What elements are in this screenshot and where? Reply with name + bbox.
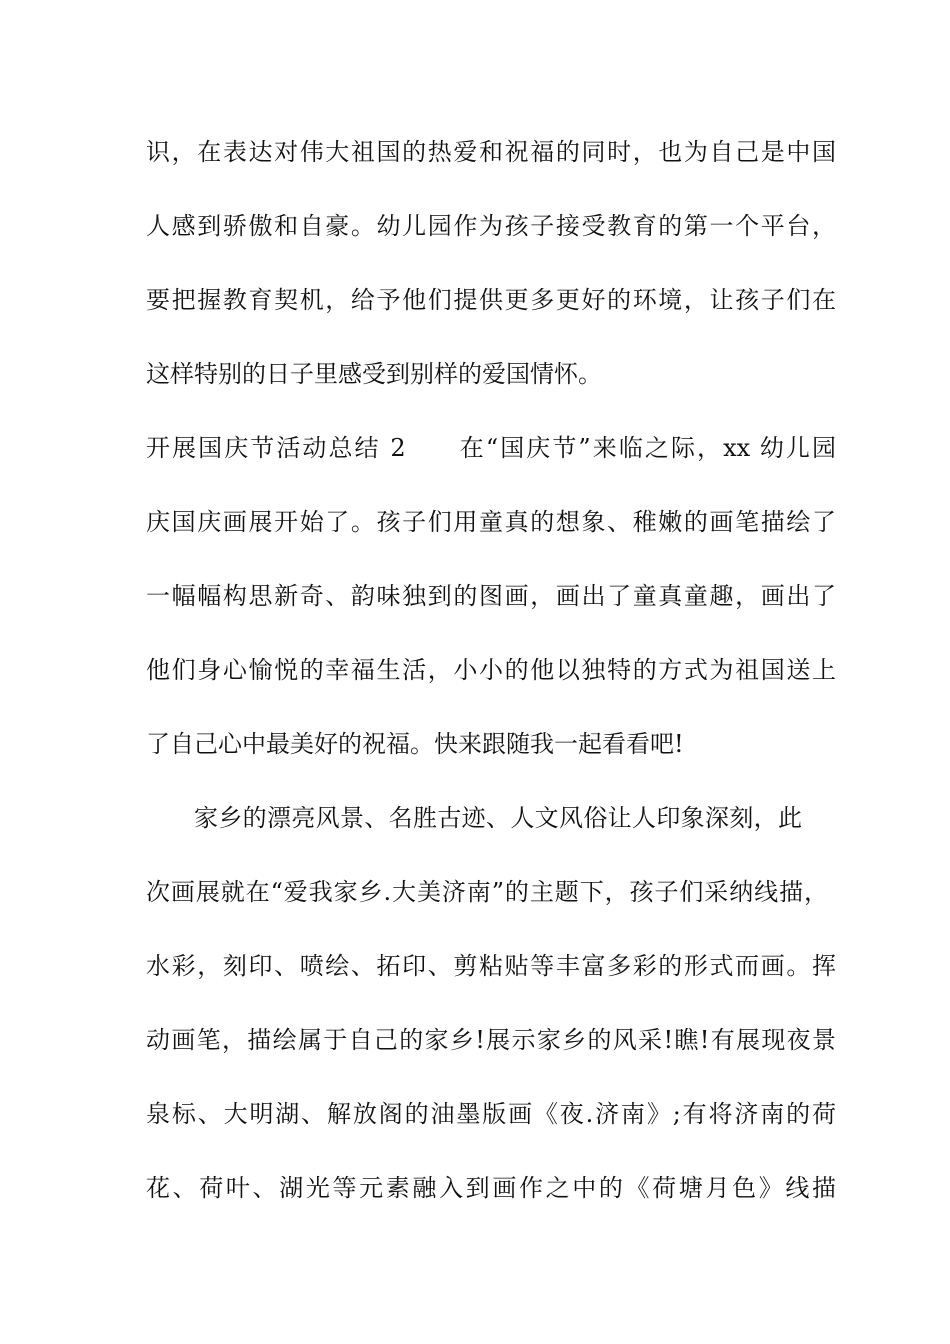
text-line-8: 他们身心愉悦的幸福生活，小小的他以独特的方式为祖国送上 [146, 656, 836, 684]
paragraph-first-line: 家乡的漂亮风景、名胜古迹、人文风俗让人印象深刻，此 [194, 804, 802, 832]
text-line-11: 次画展就在“爱我家乡.大美济南”的主题下，孩子们采纳线描， [146, 878, 828, 906]
text-line-12: 水彩，刻印、喷绘、拓印、剪粘贴等丰富多彩的形式而画。挥 [146, 952, 836, 980]
text-line-7: 一幅幅构思新奇、韵味独到的图画，画出了童真童趣，画出了 [146, 582, 836, 610]
text-line-2: 人感到骄傲和自豪。幼儿园作为孩子接受教育的第一个平台， [146, 212, 836, 240]
text-line-5: 开展国庆节活动总结 2 在“国庆节”来临之际，xx 幼儿园 [146, 434, 836, 462]
text-line-4: 这样特别的日子里感受到别样的爱国情怀。 [146, 360, 602, 388]
text-line-14: 泉标、大明湖、解放阁的油墨版画《夜.济南》;有将济南的荷 [146, 1100, 836, 1128]
text-line-3: 要把握教育契机，给予他们提供更多更好的环境，让孩子们在 [146, 286, 836, 314]
text-line-6: 庆国庆画展开始了。孩子们用童真的想象、稚嫩的画笔描绘了 [146, 508, 836, 536]
text-line-9: 了自己心中最美好的祝福。快来跟随我一起看看吧! [146, 730, 684, 758]
text-line-1: 识，在表达对伟大祖国的热爱和祝福的同时，也为自己是中国 [146, 138, 836, 166]
text-line-15: 花、荷叶、湖光等元素融入到画作之中的《荷塘月色》线描 [146, 1174, 836, 1202]
text-line-13: 动画笔，描绘属于自己的家乡!展示家乡的风采!瞧!有展现夜景 [146, 1026, 836, 1054]
